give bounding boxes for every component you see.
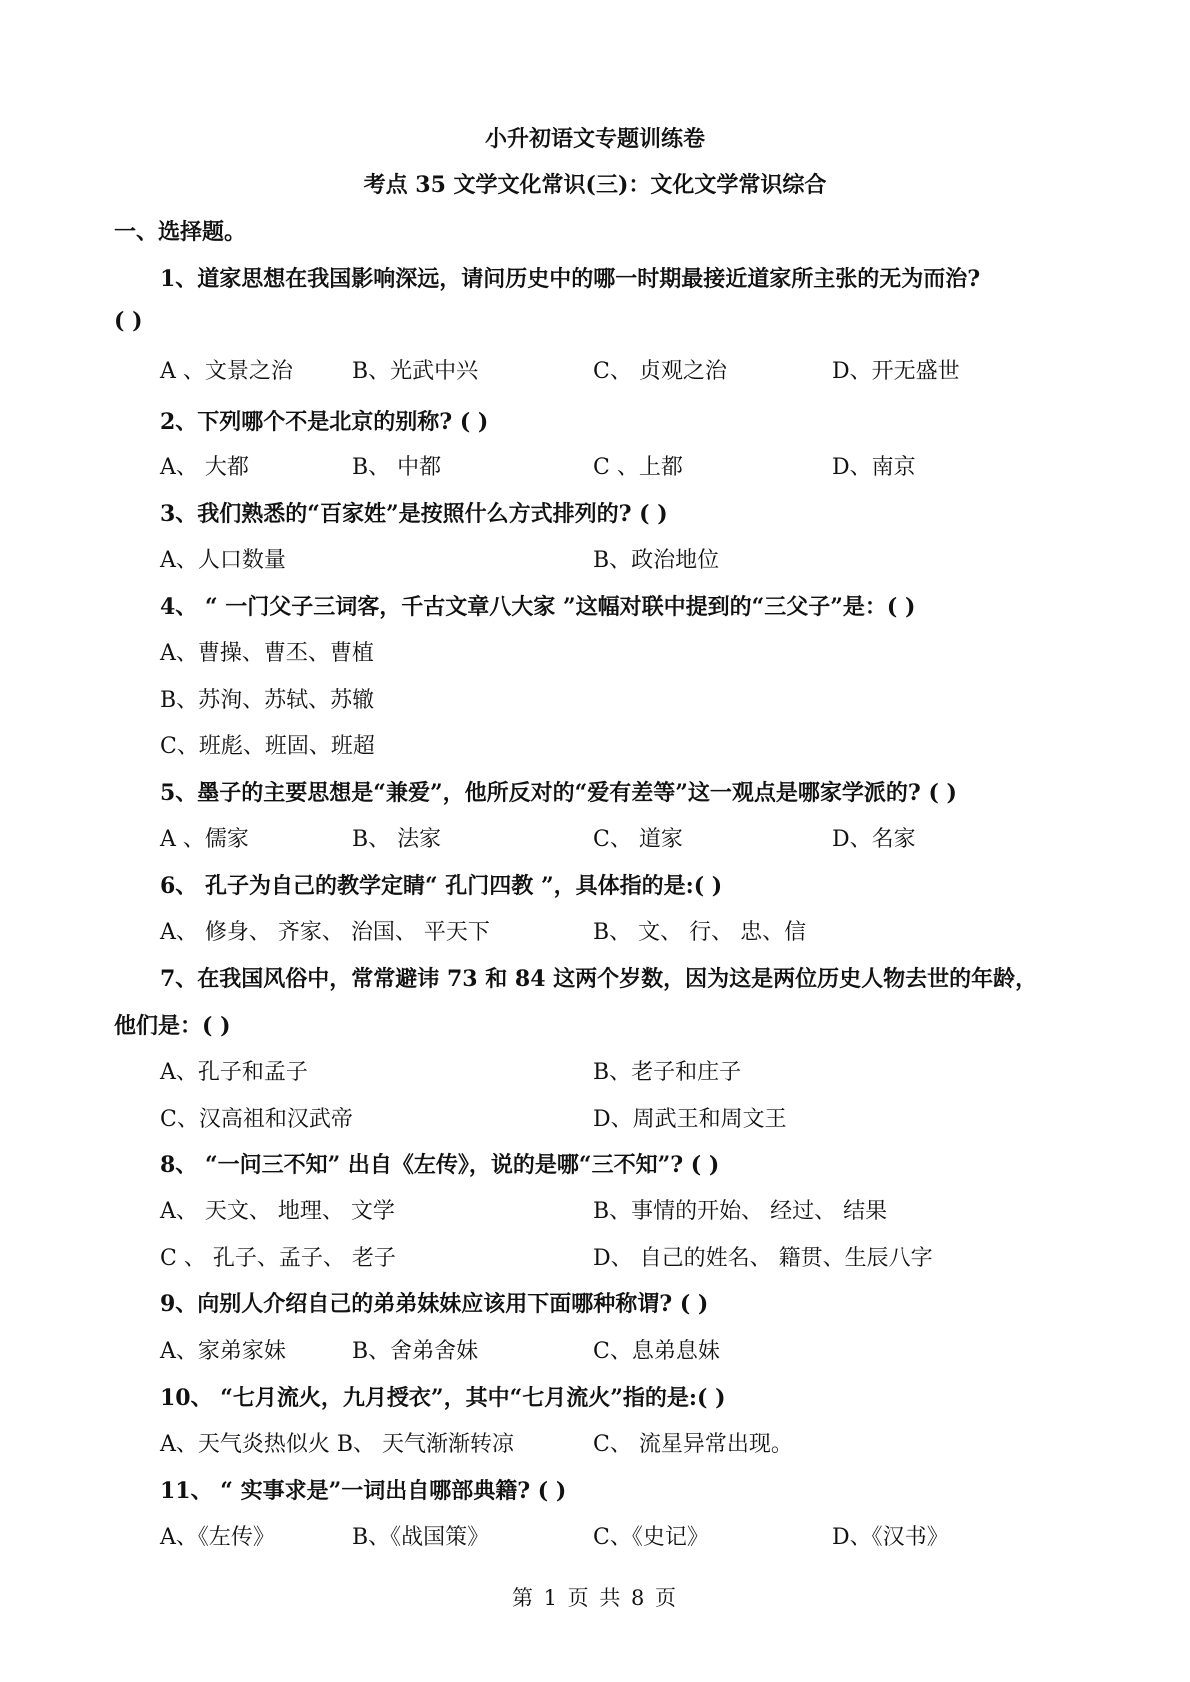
question-2-option-c: C 、上都 [593, 455, 683, 480]
question-9-stem: 9、向别人介绍自己的弟弟妹妹应该用下面哪种称谓? ( ) [160, 1291, 709, 1317]
question-7-option-b: B、老子和庄子 [593, 1060, 742, 1085]
question-7-option-d: D、周武王和周文王 [593, 1107, 787, 1132]
question-7-option-a: A、孔子和孟子 [160, 1060, 308, 1085]
question-6-option-a: A、 修身、 齐家、 治国、 平天下 [160, 920, 490, 945]
question-7-stem: 7、在我国风俗中，常常避讳 73 和 84 这两个岁数，因为这是两位历史人物去世的年龄， [160, 966, 1038, 992]
question-1-stem: 1、道家思想在我国影响深远，请问历史中的哪一时期最接近道家所主张的无为而治? [160, 266, 981, 292]
question-8-option-a: A、 天文、 地理、 文学 [160, 1199, 395, 1224]
question-11-option-a: A、《左传》 [160, 1525, 275, 1550]
question-1-stem-continued: ( ) [114, 308, 143, 334]
question-11-option-b: B、《战国策》 [352, 1525, 490, 1550]
question-8-option-c: C 、 孔子、孟子、 老子 [160, 1246, 396, 1271]
question-1-option-d: D、开无盛世 [832, 359, 960, 384]
question-1-option-c: C、 贞观之治 [593, 359, 727, 384]
question-2-option-d: D、南京 [832, 455, 916, 480]
question-4-option-b: B、苏洵、苏轼、苏辙 [160, 688, 375, 713]
question-3-stem: 3、我们熟悉的“百家姓”是按照什么方式排列的? ( ) [160, 501, 668, 527]
page-title: 小升初语文专题训练卷 [484, 126, 705, 152]
question-4-option-a: A、曹操、曹丕、曹植 [160, 641, 374, 666]
question-10-option-ab: A、天气炎热似火 B、 天气渐渐转凉 [160, 1432, 515, 1457]
question-2-option-a: A、 大都 [160, 455, 249, 480]
question-5-option-d: D、名家 [832, 827, 916, 852]
page-subtitle: 考点 35 文学文化常识(三)：文化文学常识综合 [363, 172, 827, 198]
question-11-stem: 11、 “ 实事求是”一词出自哪部典籍? ( ) [160, 1478, 567, 1504]
question-1-option-a: A 、文景之治 [160, 359, 293, 384]
section-heading: 一、选择题。 [114, 219, 247, 245]
page-footer: 第 1 页 共 8 页 [511, 1586, 679, 1610]
question-7-option-c: C、汉高祖和汉武帝 [160, 1107, 353, 1132]
question-10-option-c: C、 流星异常出现。 [593, 1432, 793, 1457]
question-8-option-b: B、事情的开始、 经过、 结果 [593, 1199, 888, 1224]
question-10-stem: 10、 “七月流火，九月授衣”，其中“七月流火”指的是:( ) [160, 1385, 726, 1411]
question-9-option-a: A、家弟家妹 [160, 1339, 286, 1364]
question-9-option-b: B、舍弟舍妹 [352, 1339, 479, 1364]
question-9-option-c: C、息弟息妹 [593, 1339, 720, 1364]
question-7-stem-continued: 他们是：( ) [114, 1013, 231, 1039]
question-6-option-b: B、 文、 行、 忠、信 [593, 920, 807, 945]
question-2-stem: 2、下列哪个不是北京的别称? ( ) [160, 409, 489, 435]
question-5-stem: 5、墨子的主要思想是“兼爱”，他所反对的“爱有差等”这一观点是哪家学派的? ( ) [160, 780, 957, 806]
question-11-option-d: D、《汉书》 [832, 1525, 949, 1550]
question-6-stem: 6、 孔子为自己的教学定睛“ 孔门四教 ”，具体指的是:( ) [160, 873, 723, 899]
question-8-option-d: D、 自己的姓名、 籍贯、生辰八字 [593, 1246, 933, 1271]
question-1-option-b: B、光武中兴 [352, 359, 479, 384]
question-8-stem: 8、 “一问三不知” 出自《左传》，说的是哪“三不知”? ( ) [160, 1152, 720, 1178]
question-4-stem: 4、 “ 一门父子三词客，千古文章八大家 ”这幅对联中提到的“三父子”是：( ) [160, 594, 916, 620]
question-2-option-b: B、 中都 [352, 455, 442, 480]
question-5-option-b: B、 法家 [352, 827, 442, 852]
question-4-option-c: C、班彪、班固、班超 [160, 734, 375, 759]
question-3-option-a: A、人口数量 [160, 548, 286, 573]
question-11-option-c: C、《史记》 [593, 1525, 709, 1550]
question-3-option-b: B、政治地位 [593, 548, 720, 573]
question-5-option-c: C、 道家 [593, 827, 683, 852]
question-5-option-a: A 、儒家 [160, 827, 249, 852]
